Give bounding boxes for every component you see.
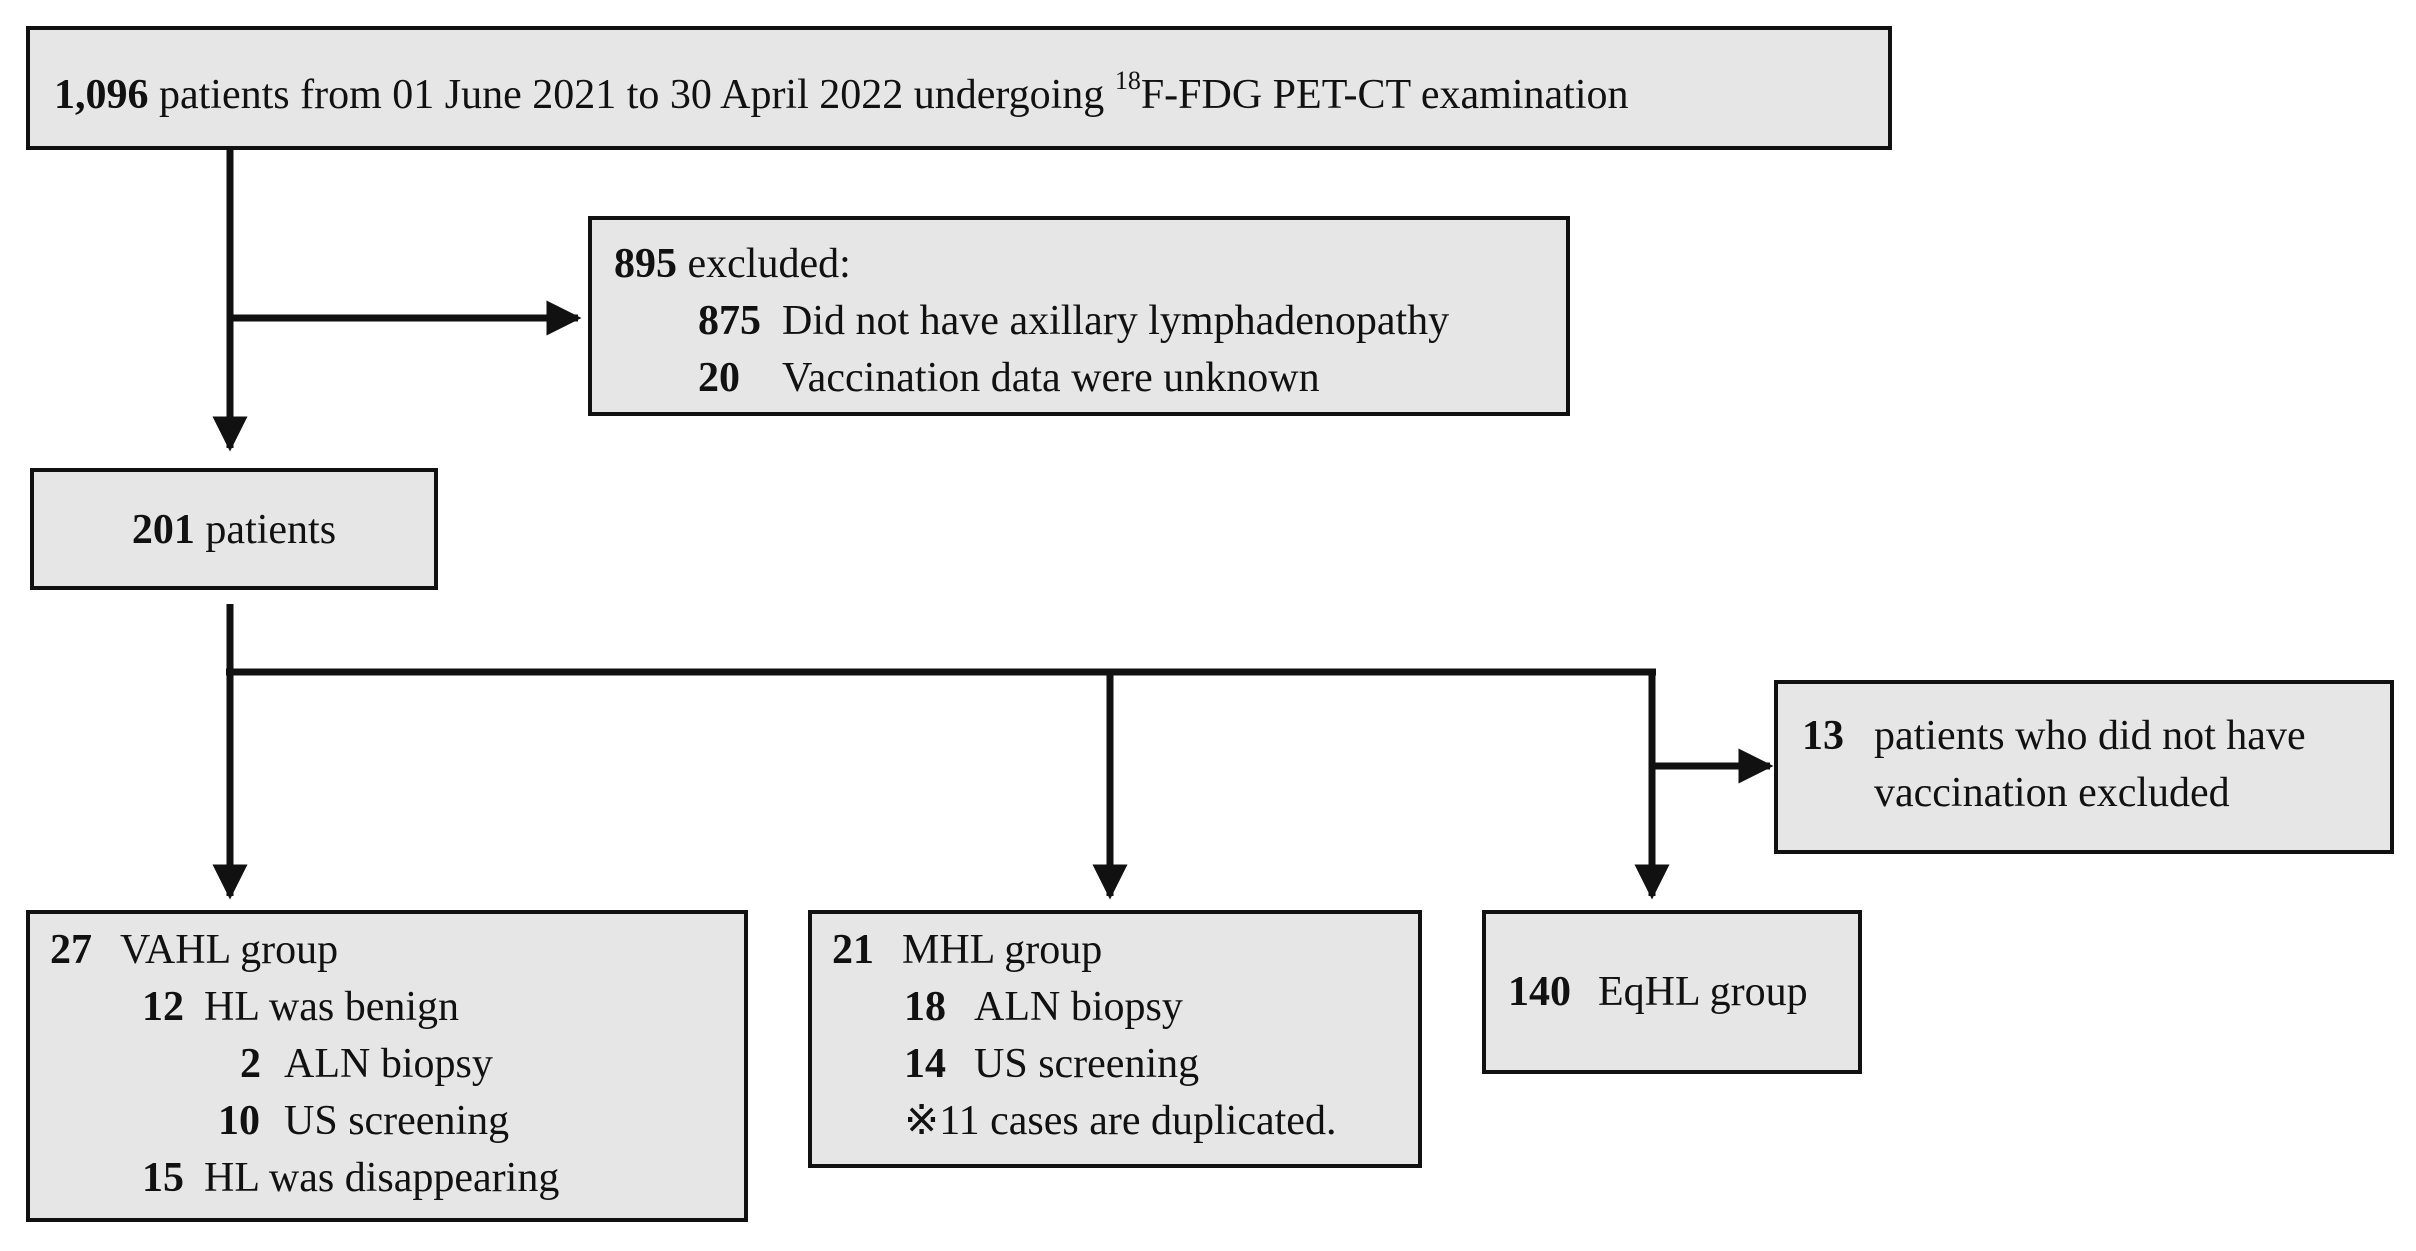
start-box: [26, 26, 1892, 150]
mhl-us-row: [832, 1036, 1418, 1093]
excluded-1-item-label: Did not have axillary lymphadenopathy: [782, 298, 1450, 344]
start-superscript: 18: [1114, 66, 1141, 95]
vahl-disappearing-count: 15: [142, 1155, 184, 1201]
eqhl-label: EqHL group: [1598, 969, 1808, 1015]
mhl-aln-count: 18: [904, 984, 946, 1030]
vahl-label: VAHL group: [120, 927, 339, 973]
excluded-2-line-2: [1802, 765, 2390, 822]
vahl-us-label: US screening: [284, 1098, 510, 1144]
eqhl-count: 140: [1508, 969, 1571, 1015]
excluded-box-1: [588, 216, 1570, 416]
vahl-us-row: [50, 1093, 744, 1150]
patients-box: [30, 468, 438, 590]
mhl-us-label: US screening: [974, 1041, 1200, 1087]
mhl-count: 21: [832, 927, 874, 973]
eqhl-text: [1508, 964, 1858, 1021]
excluded-2-count: 13: [1802, 713, 1844, 759]
mhl-header: [832, 922, 1418, 979]
excluded-1-count: 895: [614, 241, 677, 287]
vahl-disappearing-label: HL was disappearing: [204, 1155, 560, 1201]
vahl-header: [50, 922, 744, 979]
eqhl-group-box: [1482, 910, 1862, 1074]
excluded-2-text-2: vaccination excluded: [1874, 770, 2230, 816]
excluded-1-item: [614, 350, 1566, 407]
patients-text: [34, 502, 434, 559]
start-text: [54, 67, 1888, 124]
mhl-note: ※11 cases are duplicated.: [904, 1098, 1337, 1144]
vahl-us-count: 10: [218, 1098, 260, 1144]
excluded-1-label: excluded:: [677, 241, 851, 287]
vahl-benign-label: HL was benign: [204, 984, 460, 1030]
start-text-after-sup: F-FDG PET-CT examination: [1140, 72, 1629, 118]
vahl-aln-count: 2: [240, 1041, 261, 1087]
excluded-2-text-1: patients who did not have: [1874, 713, 2306, 759]
excluded-1-item-count: 20: [698, 355, 740, 401]
excluded-1-header: [614, 236, 1566, 293]
mhl-group-box: [808, 910, 1422, 1168]
vahl-benign-row: [50, 979, 744, 1036]
excluded-2-line-1: [1802, 708, 2390, 765]
excluded-1-item-label: Vaccination data were unknown: [782, 355, 1320, 401]
excluded-1-item-count: 875: [698, 298, 761, 344]
vahl-group-box: [26, 910, 748, 1222]
vahl-benign-count: 12: [142, 984, 184, 1030]
vahl-aln-label: ALN biopsy: [284, 1041, 493, 1087]
excluded-box-2: [1774, 680, 2394, 854]
patients-count: 201: [131, 507, 195, 553]
mhl-aln-row: [832, 979, 1418, 1036]
start-text-before-sup: patients from 01 June 2021 to 30 April 2022 undergoing: [148, 72, 1115, 118]
mhl-aln-label: ALN biopsy: [974, 984, 1183, 1030]
vahl-count: 27: [50, 927, 92, 973]
mhl-us-count: 14: [904, 1041, 946, 1087]
patients-label: patients: [194, 507, 337, 553]
mhl-label: MHL group: [902, 927, 1103, 973]
vahl-aln-row: [50, 1036, 744, 1093]
excluded-1-item: [614, 293, 1566, 350]
vahl-disappearing-row: [50, 1150, 744, 1207]
start-count: 1,096: [54, 72, 149, 118]
